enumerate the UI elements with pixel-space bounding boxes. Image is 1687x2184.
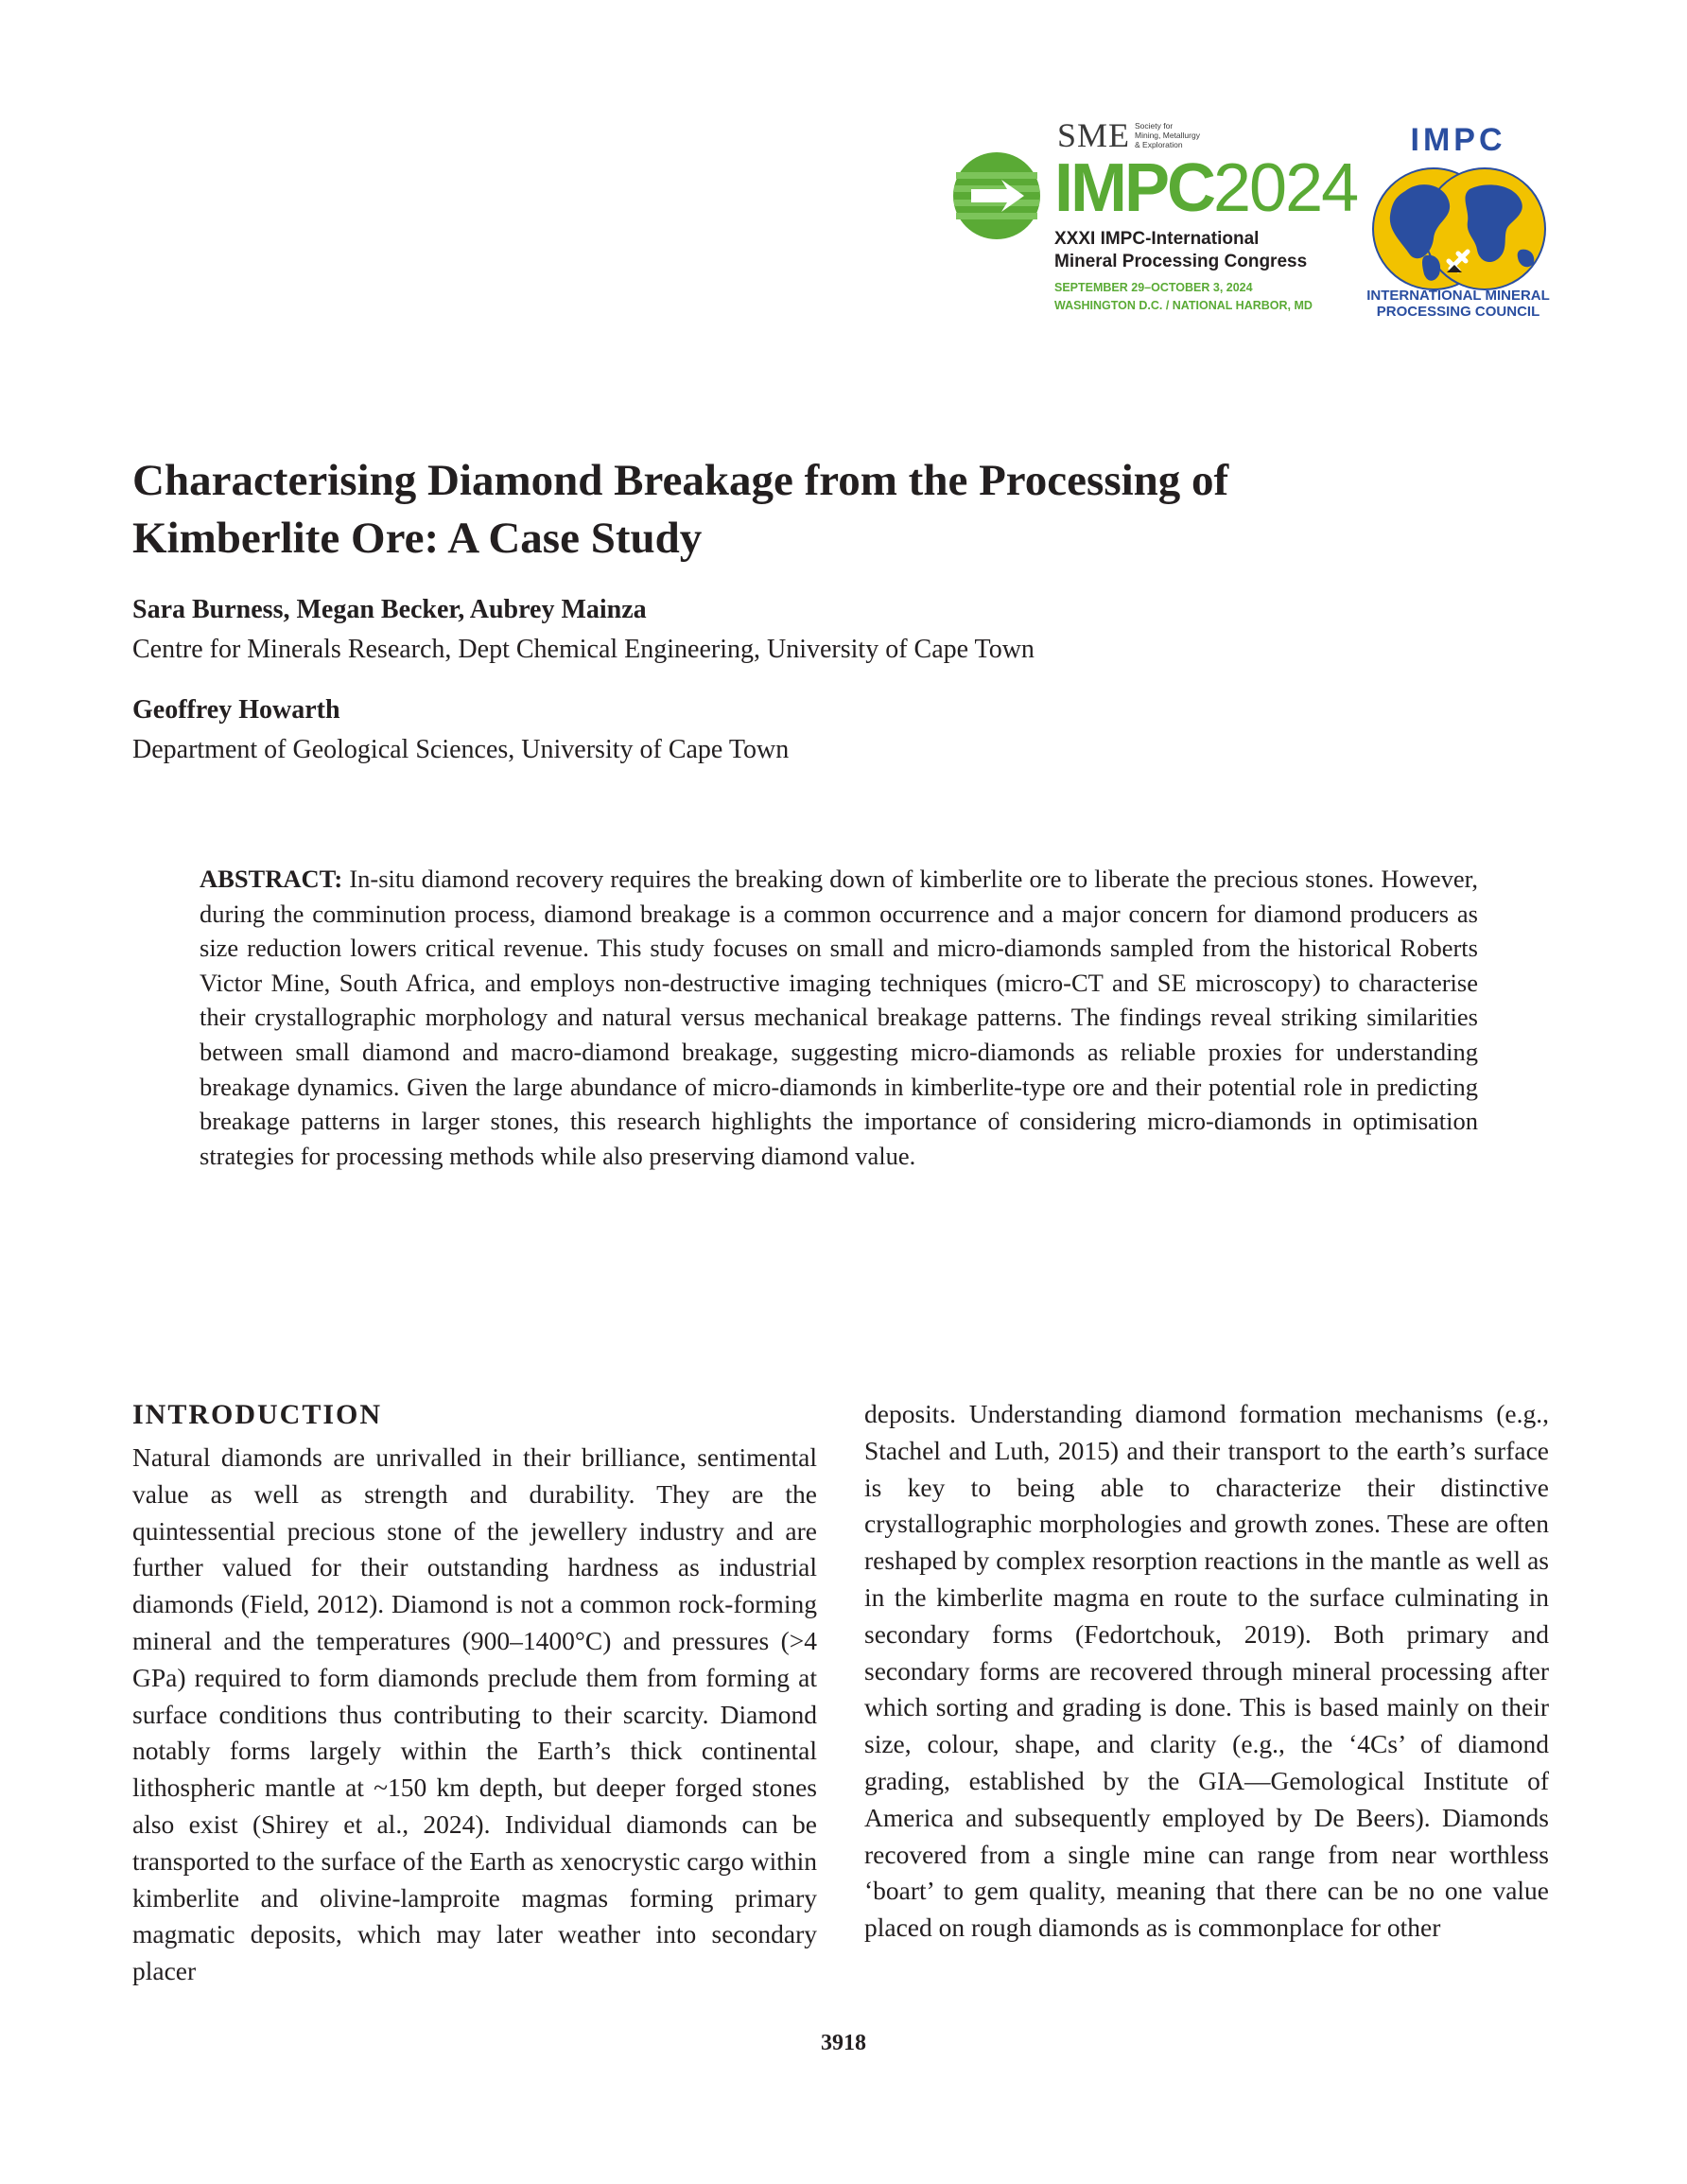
congress-dates: SEPTEMBER 29–OCTOBER 3, 2024 — [1054, 281, 1253, 294]
sme-subtitle: Society for Mining, Metallurgy & Exploration — [1135, 121, 1200, 149]
page-number: 3918 — [821, 2031, 866, 2055]
congress-name-line2: Mineral Processing Congress — [1054, 252, 1308, 271]
sme-wordmark: SME — [1057, 116, 1131, 154]
abstract-label: ABSTRACT: — [200, 865, 343, 893]
congress-place: WASHINGTON D.C. / NATIONAL HARBOR, MD — [1054, 299, 1313, 312]
author-affiliation-2: Department of Geological Sciences, University of Cape Town — [132, 735, 790, 764]
abstract — [200, 862, 1478, 1173]
impc2024-badge-icon — [952, 151, 1041, 240]
body-column-left — [132, 1396, 817, 1990]
impc-council-logo — [1367, 121, 1549, 322]
impc2024-wordmark-main: IMPC — [1054, 150, 1213, 226]
globe-icon — [1367, 163, 1549, 295]
impc-council-subtitle-line2: PROCESSING COUNCIL — [1376, 304, 1540, 320]
impc2024-wordmark-year: 2024 — [1213, 150, 1358, 226]
congress-name-line1: XXXI IMPC-International — [1054, 229, 1260, 249]
abstract-text: In-situ diamond recovery requires the breaking down of kimberlite ore to liberate the precious stones. However, during the comminution process, diamond breakage is a common occurrence and a major concern for diamond producers as size reduction lowers critical revenue. This study focuses on small and micro-diamonds sampled from the historical Roberts Victor Mine, South Africa, and employs non-destructive imaging techniques (micro-CT and SE microscopy) to characterise their crystallographic morphology and natural versus mechanical breakage patterns. The findings reveal striking similarities between small diamond and macro-diamond breakage, suggesting micro-diamonds as reliable proxies for understanding breakage dynamics. Given the large abundance of micro-diamonds in kimberlite-type ore and their potential role in predicting breakage patterns in larger stones, this research highlights the importance of considering micro-diamonds in optimisation strategies for processing methods while also preserving diamond value. — [200, 865, 1479, 1170]
section-heading-introduction: INTRODUCTION — [132, 1399, 383, 1430]
impc-council-subtitle-line1: INTERNATIONAL MINERAL — [1366, 288, 1550, 304]
introduction-paragraph-right: deposits. Understanding diamond formation mechanisms (e.g., Stachel and Luth, 2015) and their transport to the earth’s surface is key to being able to characterize their distinctive crystallographic morphologies and growth zones. These are often reshaped by complex resorption reactions in the mantle as well as in the kimberlite magma en route to the surface culminating in secondary forms (Fedortchouk, 2019). Both primary and secondary forms are recovered through mineral processing after which sorting and grading is done. This is based mainly on their size, colour, shape, and clarity (e.g., the ‘4Cs’ of diamond grading, established by the GIA—Gemological Institute of America and subsequently employed by De Beers). Diamonds recovered from a single mine can range from near worthless ‘boart’ to gem quality, meaning that there can be no one value placed on rough diamonds as is commonplace for other — [864, 1399, 1549, 1943]
impc2024-wordmark — [1054, 151, 1357, 225]
author-names-1: Sara Burness, Megan Becker, Aubrey Mainza — [132, 595, 647, 624]
author-affiliation-1: Centre for Minerals Research, Dept Chemical Engineering, University of Cape Town — [132, 635, 1035, 664]
author-names-2: Geoffrey Howarth — [132, 695, 340, 725]
introduction-paragraph-left: Natural diamonds are unrivalled in their brilliance, sentimental value as well as strength and durability. They are the quintessential precious stone of the jewellery industry and are further valued for their outstanding hardness as industrial diamonds (Field, 2012). Diamond is not a common rock-forming mineral and the temperatures (900–1400°C) and pressures (>4 GPa) required to form diamonds preclude them from forming at surface conditions thus contributing to their scarcity. Diamond notably forms largely within the Earth’s thick continental lithospheric mantle at ~150 km depth, but deeper forged stones also exist (Shirey et al., 2024). Individual diamonds can be transported to the surface of the Earth as xenocrystic cargo within kimberlite and olivine-lamproite magmas forming primary magmatic deposits, which may later weather into secondary placer — [132, 1442, 817, 1986]
body-column-right — [864, 1396, 1549, 1947]
impc-council-subtitle — [1362, 288, 1555, 320]
paper-title: Characterising Diamond Breakage from the Processing of Kimberlite Ore: A Case Study — [132, 456, 1229, 563]
impc-council-title: IMPC — [1410, 122, 1506, 158]
